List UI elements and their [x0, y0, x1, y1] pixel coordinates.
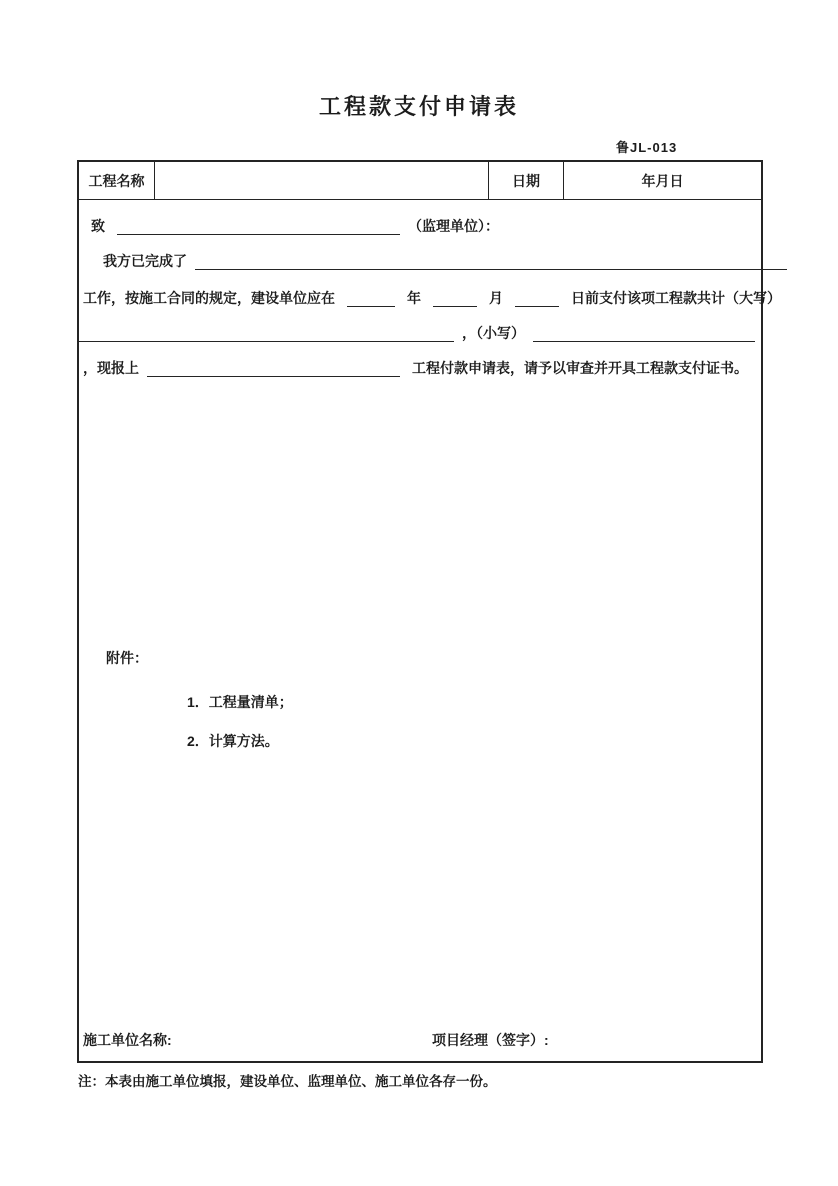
report-line	[83, 358, 748, 378]
supervisor-name-blank	[117, 218, 400, 235]
amount-line	[79, 323, 761, 343]
signature-row	[83, 1030, 765, 1050]
addressee-suffix: （监理单位）：	[408, 218, 499, 234]
completed-work-blank	[195, 253, 787, 270]
month-label: 月	[489, 290, 503, 306]
payment-application-table	[77, 160, 781, 1063]
builder-name-label: 施工单位名称:	[83, 1032, 172, 1048]
attachments-label: 附件：	[106, 650, 148, 666]
amount-uppercase-blank	[79, 325, 454, 342]
date-label: 日期	[489, 162, 564, 199]
completed-line	[103, 251, 787, 271]
attachment-item: 1．工程量清单；	[187, 694, 293, 710]
table-header-row	[79, 162, 761, 200]
amount-lowercase-blank	[533, 325, 755, 342]
month-blank	[433, 290, 477, 307]
footer-note: 注：本表由施工单位填报，建设单位、监理单位、施工单位各存一份。	[78, 1074, 497, 1089]
project-name-field	[155, 162, 489, 199]
report-prefix: ，现报上	[83, 360, 139, 376]
report-name-blank	[147, 360, 400, 377]
project-manager-label: 项目经理（签字）:	[432, 1032, 549, 1048]
completed-label: 我方已完成了	[103, 253, 187, 269]
form-code: 鲁JL-013	[616, 140, 678, 155]
work-clause-line	[83, 288, 781, 308]
lowercase-label: ，（小写）	[462, 325, 525, 341]
addressee-line	[91, 216, 499, 236]
work-clause: 工作，按施工合同的规定，建设单位应在	[83, 290, 335, 306]
table-body-cell	[79, 200, 781, 1061]
attachment-item: 2．计算方法。	[187, 733, 279, 749]
pay-clause: 日前支付该项工程款共计（大写）	[571, 290, 781, 306]
addressee-prefix: 致	[91, 218, 105, 234]
year-blank	[347, 290, 395, 307]
date-value: 年月日	[641, 172, 684, 189]
project-name-label: 工程名称	[79, 162, 155, 199]
year-label: 年	[407, 290, 421, 306]
day-blank	[515, 290, 559, 307]
report-suffix: 工程付款申请表，请予以审查并开具工程款支付证书。	[412, 360, 748, 376]
page-title: 工程款支付申请表	[318, 94, 519, 119]
